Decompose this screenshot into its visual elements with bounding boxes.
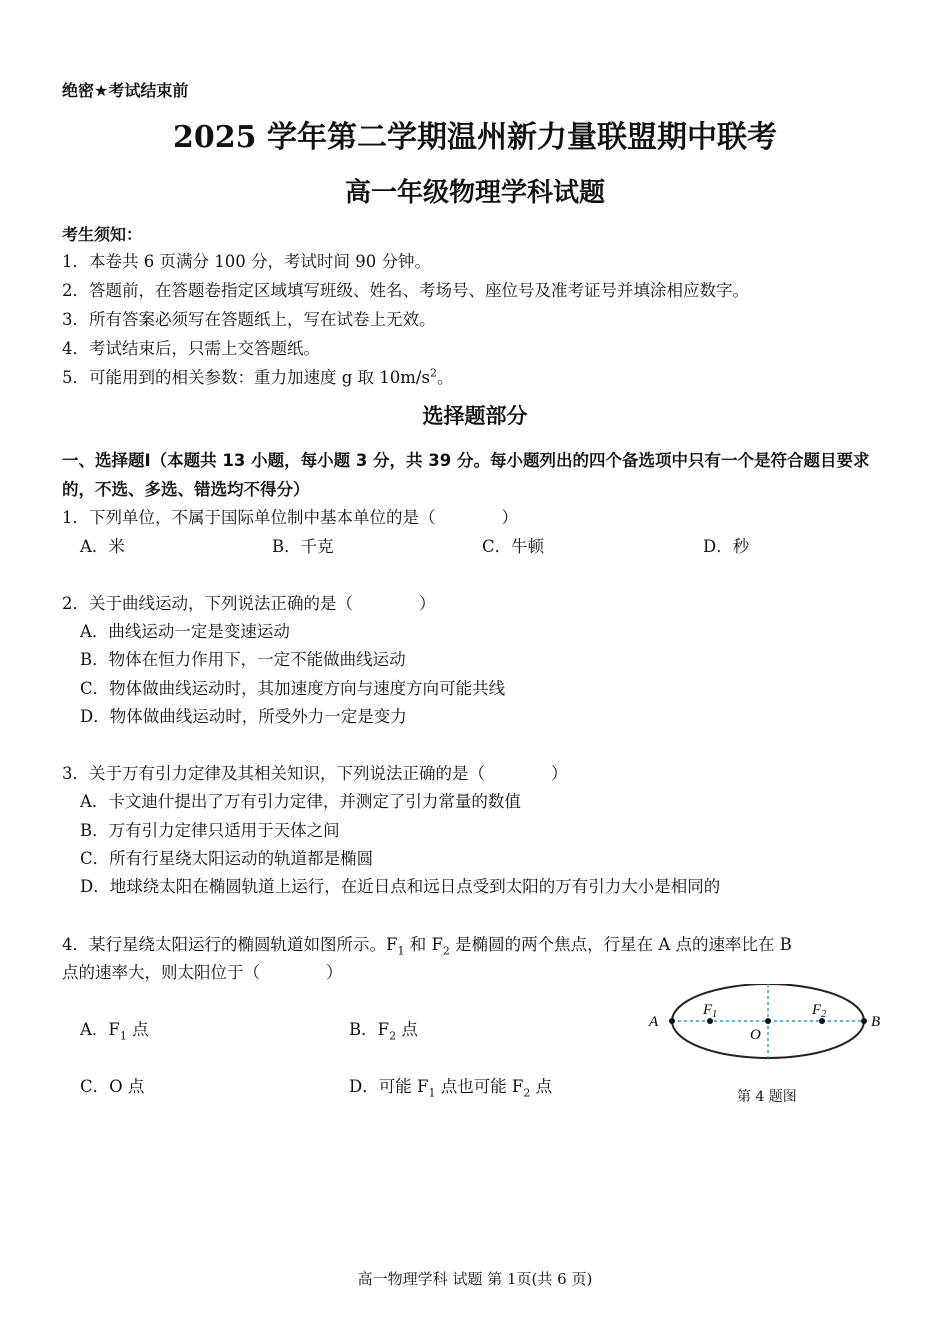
notice-item-3: 3．所有答案必须写在答题纸上，写在试卷上无效。	[62, 310, 436, 329]
q2-stem: 2．关于曲线运动，下列说法正确的是（ ）	[62, 594, 436, 613]
q4-stem-a: 4．某行星绕太阳运行的椭圆轨道如图所示。F	[62, 935, 398, 954]
q4-option-c: C．O 点	[80, 1077, 145, 1096]
q4-option-a-pre: A．F	[80, 1020, 120, 1039]
q4-stem-line2: 点的速率大，则太阳位于（ ）	[62, 963, 343, 982]
q4-option-b	[349, 1016, 418, 1042]
q2-option-a: A．曲线运动一定是变速运动	[80, 622, 290, 641]
notice-item-1: 1．本卷共 6 页满分 100 分，考试时间 90 分钟。	[62, 252, 431, 271]
notice-item-2: 2．答题前，在答题卷指定区域填写班级、姓名、考场号、座位号及准考证号并填涂相应数字。	[62, 281, 749, 300]
q4-sub-2: 2	[442, 944, 450, 958]
q3-option-a: A．卡文迪什提出了万有引力定律，并测定了引力常量的数值	[80, 792, 521, 811]
label-b: B	[871, 1014, 881, 1030]
q4-option-a-sub: 1	[119, 1029, 127, 1043]
part1-heading: 一、选择题Ⅰ（本题共 13 小题，每小题 3 分，共 39 分。每小题列出的四个备选项中只有一个是符合题目要求的，不选、多选、错选均不得分）	[62, 451, 870, 499]
q4-option-b-post: 点	[401, 1020, 418, 1039]
exam-title: 2025 学年第二学期温州新力量联盟期中联考	[173, 120, 777, 155]
q4-stem-line1	[62, 931, 792, 957]
label-f1: $F_1$	[703, 1002, 718, 1020]
notice-item-5-end: 。	[436, 368, 454, 387]
label-f2: $F_2$	[812, 1002, 827, 1020]
q2-option-d: D．物体做曲线运动时，所受外力一定是变力	[80, 707, 407, 726]
page-footer: 高一物理学科 试题 第 1页(共 6 页)	[357, 1270, 593, 1288]
q1-option-a: A．米	[80, 537, 125, 556]
q4-stem-b: 和 F	[409, 935, 443, 954]
q4-stem-c: 是椭圆的两个焦点，行星在 A 点的速率比在 B	[455, 935, 792, 954]
q3-option-d: D．地球绕太阳在椭圆轨道上运行，在近日点和远日点受到太阳的万有引力大小是相同的	[80, 877, 721, 896]
q1-option-b: B．千克	[272, 537, 334, 556]
q4-option-d	[349, 1073, 552, 1099]
exam-subtitle: 高一年级物理学科试题	[344, 178, 605, 208]
q3-stem: 3．关于万有引力定律及其相关知识，下列说法正确的是（ ）	[62, 764, 568, 783]
q4-option-d-mid: 点也可能 F	[440, 1077, 524, 1096]
q4-option-a-post: 点	[132, 1020, 149, 1039]
q1-option-d: D．秒	[703, 537, 750, 556]
secret-label: 绝密★考试结束前	[62, 81, 189, 100]
notice-item-4: 4．考试结束后，只需上交答题纸。	[62, 339, 320, 358]
point-b	[861, 1018, 867, 1024]
ellipse-orbit-svg	[646, 984, 896, 1070]
q4-option-d-sub1: 1	[428, 1086, 436, 1100]
q2-option-c: C．物体做曲线运动时，其加速度方向与速度方向可能共线	[80, 679, 506, 698]
q1-stem: 1．下列单位，不属于国际单位制中基本单位的是（ ）	[62, 508, 518, 527]
q4-option-d-pre: D．可能 F	[349, 1077, 429, 1096]
q4-option-b-pre: B．F	[349, 1020, 390, 1039]
center-o	[765, 1018, 771, 1024]
q4-option-d-post: 点	[535, 1077, 553, 1096]
q4-option-b-sub: 2	[389, 1029, 397, 1043]
notice-heading: 考生须知：	[62, 225, 143, 244]
q2-option-b: B．物体在恒力作用下，一定不能做曲线运动	[80, 650, 406, 669]
q4-option-d-sub2: 2	[523, 1086, 531, 1100]
ellipse-orbit-figure	[646, 984, 896, 1074]
notice-item-5-text: 5．可能用到的相关参数：重力加速度 g 取 10m/s	[62, 368, 430, 387]
q4-sub-1: 1	[397, 944, 405, 958]
notice-item-5-sup: 2	[429, 366, 437, 380]
q4-option-a	[80, 1016, 149, 1042]
notice-item-5	[62, 364, 453, 388]
q1-option-c: C．牛顿	[482, 537, 545, 556]
q3-option-c: C．所有行星绕太阳运动的轨道都是椭圆	[80, 849, 374, 868]
label-o: O	[750, 1027, 761, 1043]
point-a	[669, 1018, 675, 1024]
q3-option-b: B．万有引力定律只适用于天体之间	[80, 821, 340, 840]
figure-caption: 第 4 题图	[737, 1089, 797, 1105]
label-a: A	[649, 1014, 659, 1030]
section-title: 选择题部分	[422, 403, 528, 428]
